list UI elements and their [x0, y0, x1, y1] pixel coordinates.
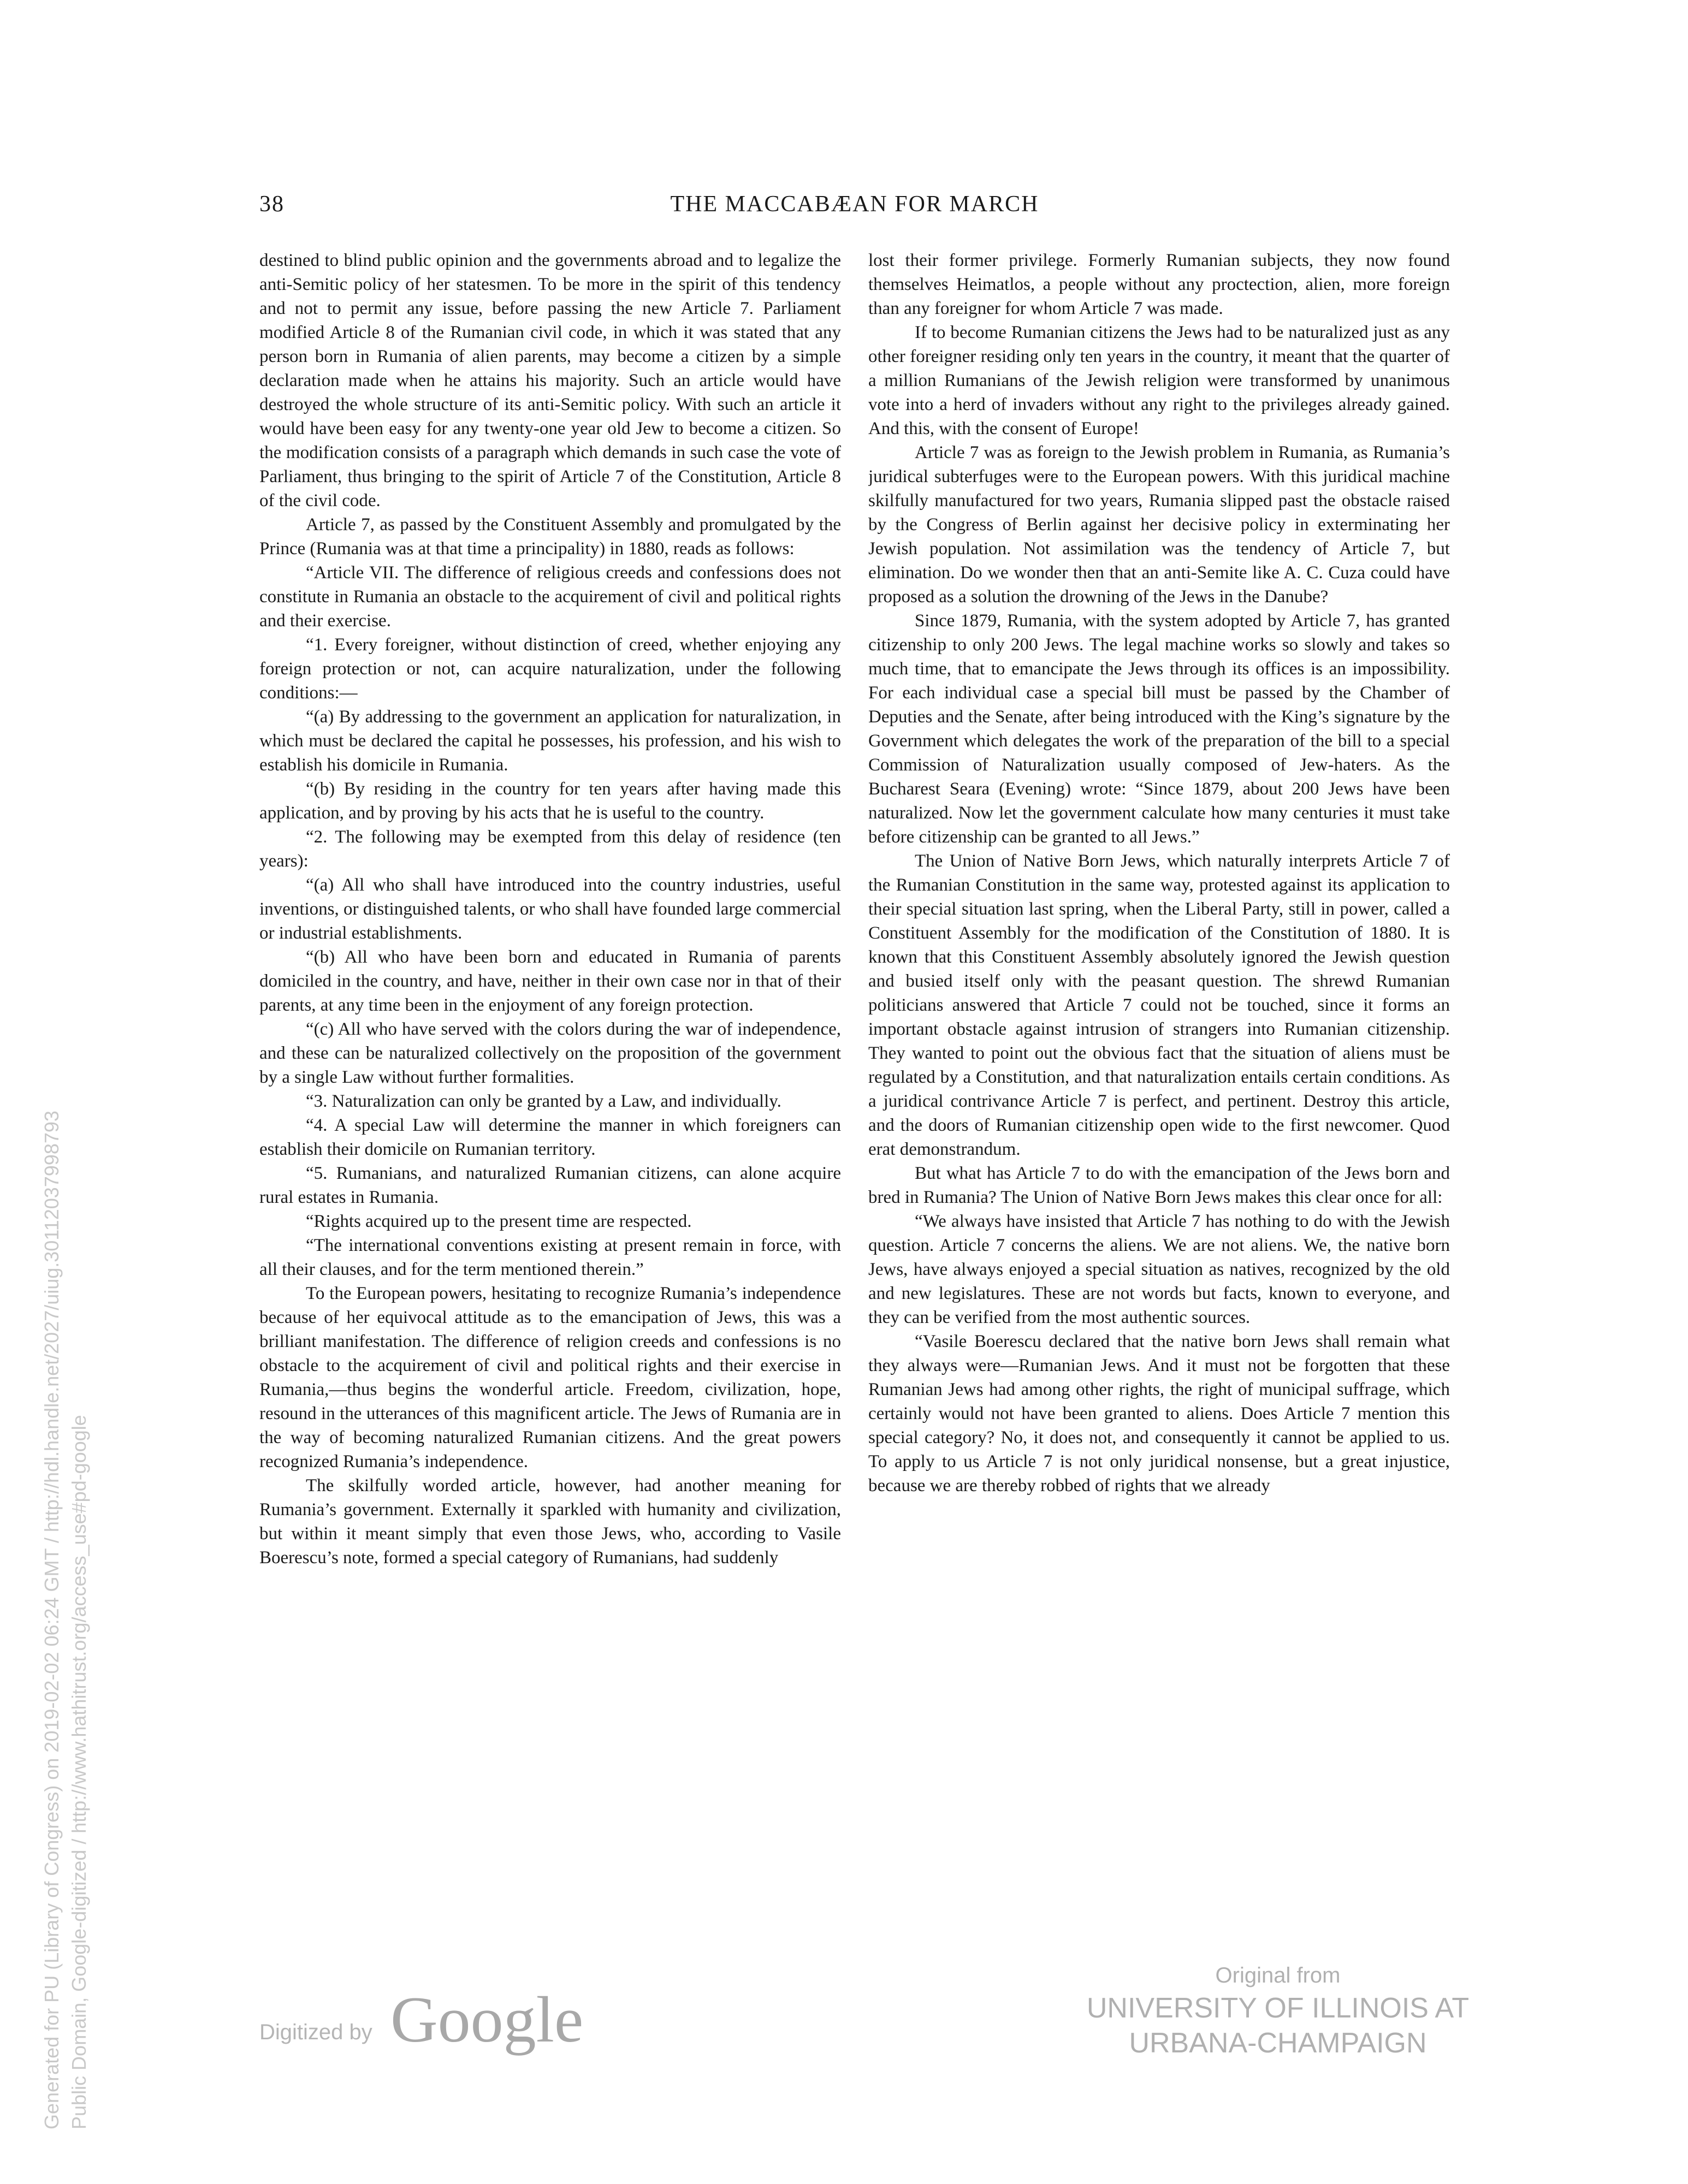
watermark-line: Generated for PU (Library of Congress) on 2019-02-02 06:24 GMT / http://hdl.handle.net/2027/uiug.30112037998793 [40, 1111, 63, 2129]
paragraph: “2. The following may be exempted from this delay of residence (ten years): [259, 827, 841, 871]
paragraph: “The international conventions existing at present remain in force, with all their clauses, and for the term mentioned therein.” [259, 1236, 841, 1279]
paragraph: Since 1879, Rumania, with the system adopted by Article 7, has granted citizenship to only 200 Jews. The legal machine works so slowly and takes so much time, that to emancipate the Jews through its offices is an impossibility. For each individual case a special bill must be passed by the Chamber of Deputies and the Senate, after being introduced with the King’s signature by the Government which delegates the work of the preparation of the bill to a special Commission of Naturalization usually composed of Jew-haters. As the Bucharest Seara (Evening) wrote: “Since 1879, about 200 Jews have been naturalized. Now let the government calculate how many centuries it must take before citizenship can be granted to all Jews.” [868, 611, 1450, 847]
original-from-block [1038, 1960, 1518, 2061]
paragraph: The Union of Native Born Jews, which naturally interprets Article 7 of the Rumanian Constitution in the same way, protested against its application to their special situation last spring, when the Liberal Party, still in power, called a Constituent Assembly for the modification of the Constitution of 1880. It is known that this Constituent Assembly absolutely ignored the Jewish question and busied itself only with the peasant question. The shrewd Rumanian politicians answered that Article 7 could not be touched, since it forms an important obstacle against intrusion of strangers into Rumanian citizenship. They wanted to point out the obvious fact that the situation of aliens must be regulated by a Constitution, and that naturalization entails certain conditions. As a juridical contrivance Article 7 is perfect, and pertinent. Destroy this article, and the doors of Rumanian citizenship open wide to the first newcomer. Quod erat demonstrandum. [868, 851, 1450, 1159]
side-watermark [38, 109, 93, 2129]
paragraph: “We always have insisted that Article 7 has nothing to do with the Jewish question. Article 7 concerns the aliens. We are not aliens. We, the native born Jews, have always enjoyed a special situation as natives, recognized by the old and new legislatures. These are not words but facts, known to everyone, and they can be verified from the most authentic sources. [868, 1212, 1450, 1327]
paragraph: To the European powers, hesitating to recognize Rumania’s independence because of her equivocal attitude as to the emancipation of Jews, this was a brilliant manifestation. The difference of religion creeds and confessions is no obstacle to the acquirement of civil and political rights and their exercise in Rumania,—thus begins the wonderful article. Freedom, civilization, hope, resound in the utterances of this magnificent article. The Jews of Rumania are in the way of becoming naturalized Rumanian citizens. And the great powers recognized Rumania’s independence. [259, 1284, 841, 1471]
paragraph: lost their former privilege. Formerly Rumanian subjects, they now found themselves Heimatlos, a people without any proctection, alien, more foreign than any foreigner for whom Article 7 was made. [868, 251, 1450, 318]
digitized-by-label: Digitized by [259, 2020, 372, 2044]
watermark-line: Public Domain, Google-digitized / http://www.hathitrust.org/access_use#pd-google [68, 1415, 90, 2129]
page-number: 38 [259, 192, 285, 217]
paragraph: “(b) By residing in the country for ten years after having made this application, and by proving by his acts that he is useful to the country. [259, 779, 841, 823]
paragraph: “(b) All who have been born and educated in Rumania of parents domiciled in the country, and have, neither in their own case nor in that of their parents, at any time been in the enjoyment of any foreign protection. [259, 947, 841, 1015]
paragraph: “Rights acquired up to the present time are respected. [306, 1212, 692, 1231]
paragraph: “1. Every foreigner, without distinction of creed, whether enjoying any foreign protection or not, can acquire naturalization, under the following conditions:— [259, 635, 841, 703]
paragraph: “3. Naturalization can only be granted by a Law, and individually. [306, 1091, 781, 1111]
university-location: URBANA-CHAMPAIGN [1129, 2027, 1427, 2059]
left-column [259, 248, 841, 2056]
paragraph: “Article VII. The difference of religious creeds and confessions does not constitute in Rumania an obstacle to the acquirement of civil and political rights and their exercise. [259, 563, 841, 631]
university-name: UNIVERSITY OF ILLINOIS AT [1086, 1992, 1470, 2024]
paragraph: destined to blind public opinion and the governments abroad and to legalize the anti-Semitic policy of her statesmen. To be more in the spirit of this tendency and not to permit any issue, before passing the new Article 7. Parliament modified Article 8 of the Rumanian civil code, in which it was stated that any person born in Rumania of alien parents, may become a citizen by a simple declaration made when he attains his majority. Such an article would have destroyed the whole structure of its anti-Semitic policy. With such an article it would have been easy for any twenty-one year old Jew to become a citizen. So the modification consists of a paragraph which demands in such case the vote of Parliament, thus bringing to the spirit of Article 7 of the Constitution, Article 8 of the civil code. [259, 251, 841, 511]
paragraph: The skilfully worded article, however, had another meaning for Rumania’s government. Externally it sparkled with humanity and civilization, but within it meant simply that even those Jews, who, according to Vasile Boerescu’s note, formed a special category of Rumanians, had suddenly [259, 1476, 841, 1568]
paragraph: “(a) All who shall have introduced into the country industries, useful inventions, or distinguished talents, or who shall have founded large commercial or industrial establishments. [259, 875, 841, 943]
page-header [259, 191, 1450, 224]
google-logo: Google [390, 1983, 584, 2056]
running-head: THE MACCABÆAN FOR MARCH [670, 192, 1039, 217]
paragraph: But what has Article 7 to do with the emancipation of the Jews born and bred in Rumania? The Union of Native Born Jews makes this clear once for all: [868, 1164, 1450, 1207]
paragraph: If to become Rumanian citizens the Jews had to be naturalized just as any other foreigner residing only ten years in the country, it meant that the quarter of a million Rumanians of the Jewish religion were transformed by unanimous vote into a herd of invaders without any right to the privileges already gained. And this, with the consent of Europe! [868, 323, 1450, 438]
paragraph: “(a) By addressing to the government an application for naturalization, in which must be declared the capital he possesses, his profession, and his wish to establish his domicile in Rumania. [259, 707, 841, 775]
original-from-label: Original from [1215, 1963, 1341, 1987]
paragraph: Article 7, as passed by the Constituent Assembly and promulgated by the Prince (Rumania was at that time a principality) in 1880, reads as follows: [259, 515, 841, 559]
paragraph: “Vasile Boerescu declared that the native born Jews shall remain what they always were—Rumanian Jews. And it must not be forgotten that these Rumanian Jews had among other rights, the right of municipal suffrage, which certainly would not have been granted to aliens. Does Article 7 mention this special category? No, it does not, and consequently it cannot be applied to us. To apply to us Article 7 is not only juridical nonsense, but a great injustice, because we are thereby robbed of rights that we already [868, 1332, 1450, 1495]
paragraph: “(c) All who have served with the colors during the war of independence, and these can be naturalized collectively on the proposition of the government by a single Law without further formalities. [259, 1019, 841, 1087]
paragraph: Article 7 was as foreign to the Jewish problem in Rumania, as Rumania’s juridical subterfuges were to the European powers. With this juridical machine skilfully manufactured for two years, Rumania slipped past the obstacle raised by the Congress of Berlin against her decisive policy in exterminating her Jewish population. Not assimilation was the tendency of Article 7, but elimination. Do we wonder then that an anti-Semite like A. C. Cuza could have proposed as a solution the drowning of the Jews in the Danube? [868, 443, 1450, 607]
paragraph: “4. A special Law will determine the manner in which foreigners can establish their domicile on Rumanian territory. [259, 1115, 841, 1159]
paragraph: “5. Rumanians, and naturalized Rumanian citizens, can alone acquire rural estates in Rumania. [259, 1164, 841, 1207]
right-column [868, 248, 1450, 2056]
